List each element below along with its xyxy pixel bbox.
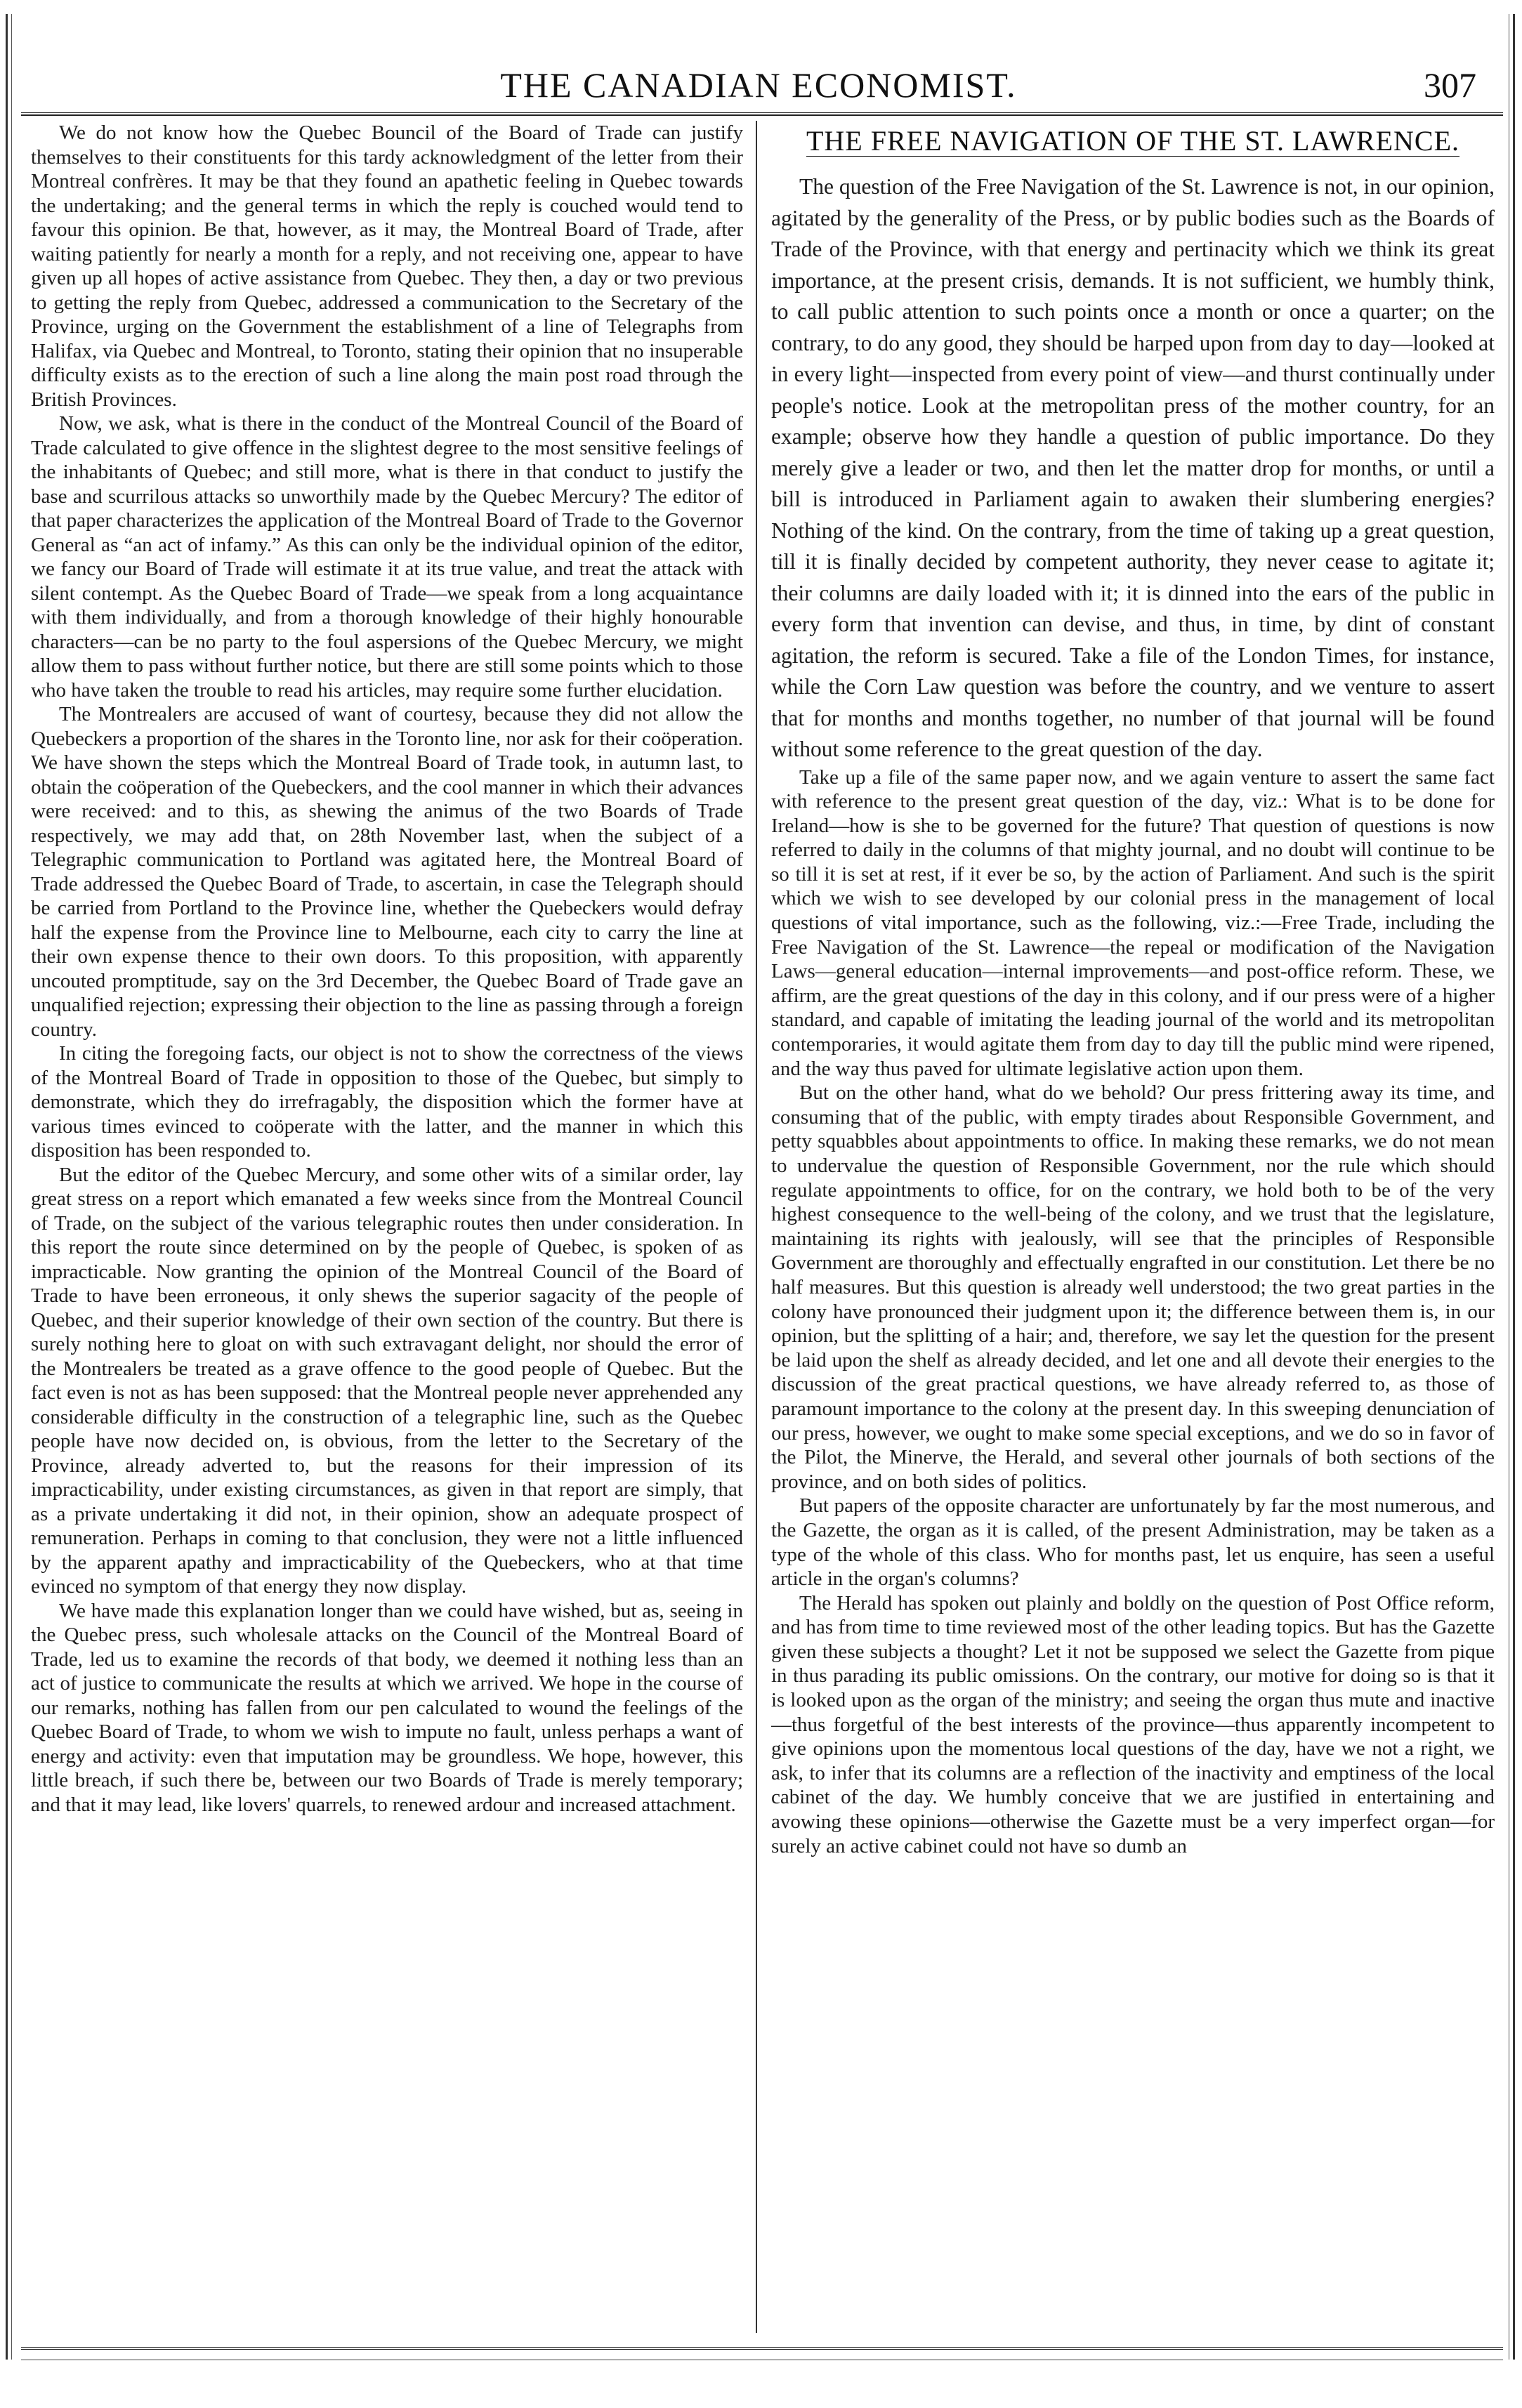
page-border-right xyxy=(1513,14,1515,2360)
left-paragraph-2: Now, we ask, what is there in the conduct of the Montreal Council of the Board of Trade calculated to give offence in the slightest degree to the most sensitive feelings of the inhabitants of Quebec; and still more, what is there in that conduct to justify the base and scurrilous attacks so unworthily made by the Quebec Mercury? The editor of that paper characterizes the application of the Montreal Board of Trade to the Governor General as “an act of infamy.” As this can only be the individual opinion of the editor, we fancy our Board of Trade will estimate it at its true value, and treat the attack with silent contempt. As the Quebec Board of Trade—we speak from a long acquaintance with them individually, and from a thorough knowledge of their highly honourable characters—can be no party to the foul aspersions of the Quebec Mercury, we might allow them to pass without further notice, but there are still some points which to those who have taken the trouble to read his articles, may require some further elucidation. xyxy=(31,412,743,702)
right-paragraph-4: But papers of the opposite character are unfortunately by far the most numerous, and the Gazette, the organ as it is called, of the present Administration, may be taken as a type of the whole of this class. Who for months past, let us enquire, has seen a useful article in the organ's columns? xyxy=(771,1494,1495,1591)
page-border-left xyxy=(6,14,8,2360)
right-paragraph-1: The question of the Free Navigation of the St. Lawrence is not, in our opinion, agitated by the generality of the Press, or by public bodies such as the Boards of Trade of the Province, with that energy and pertinacity which we think its great importance, at the present crisis, demands. It is not sufficient, we humbly think, to call public attention to such points once a month or once a quarter; on the contrary, to do any good, they should be harped upon from day to day—looked at in every light—inspected from every point of view—and thurst continually under people's notice. Look at the metropolitan press of the mother country, for an example; observe how they handle a question of public importance. Do they merely give a leader or two, and then let the matter drop for months, or until a bill is introduced in Parliament again to awaken their slumbering energies? Nothing of the kind. On the contrary, from the time of taking up a great question, till it is finally decided by competent authority, they never cease to agitate it; their columns are daily loaded with it; it is dinned into the ears of the public in every form that invention can devise, and thus, in time, by dint of constant agitation, the reform is secured. Take a file of the London Times, for instance, while the Corn Law question was before the country, and we venture to assert that for months and months together, no number of that journal will be found without some reference to the great question of the day. xyxy=(771,174,1495,761)
left-paragraph-6: We have made this explanation longer than we could have wished, but as, seeing in the Quebec press, such wholesale attacks on the Council of the Montreal Board of Trade, led us to examine the records of that body, we deemed it nothing less than an act of justice to communicate the results at which we arrived. We hope in the course of our remarks, nothing has fallen from our pen calculated to wound the feelings of the Quebec Board of Trade, to whom we wish to impute no fault, unless perhaps a want of energy and activity: even that imputation may be groundless. We hope, however, this little breach, if such there be, between our two Boards of Trade is merely temporary; and that it may lead, like lovers' quarrels, to renewed ardour and increased attachment. xyxy=(31,1599,743,1816)
left-paragraph-3: The Montrealers are accused of want of courtesy, because they did not allow the Quebeckers a proportion of the shares in the Toronto line, nor ask for their coöperation. We have shown the steps which the Montreal Board of Trade took, in autumn last, to obtain the coöperation of the Quebeckers, and the cool manner in which their advances were received: and to this, as shewing the animus of the two Boards of Trade respectively, we may add that, on 28th November last, when the subject of a Telegraphic communication to Portland was agitated here, the Montreal Board of Trade addressed the Quebec Board of Trade, to ascertain, in case the Telegraph should be carried from Portland to the Province line, whether the Quebeckers would defray half the expense from the Province line to Melbourne, each city to carry the line at their own expense thence to their own doors. To this proposition, with apparently uncouted promptitude, say on the 3rd December, the Quebec Board of Trade gave an unqualified rejection; expressing their objection to the line as passing through a foreign country. xyxy=(31,703,743,1041)
right-column xyxy=(771,121,1495,2326)
right-paragraph-5: The Herald has spoken out plainly and boldly on the question of Post Office reform, and has from time to time reviewed most of the other leading topics. But has the Gazette given these subjects a thought? Let it not be supposed we select the Gazette from pique in thus parading its public omissions. On the contrary, our motive for doing so is that it is looked upon as the organ of the ministry; and seeing the organ thus mute and inactive—thus forgetful of the best interests of the province—thus apparently incompetent to give opinions upon the momentous local questions of the day, have we not a right, we ask, to infer that its columns are a reflection of the inactivity and emptiness of the local cabinet of the day. We humbly conceive that we are justified in entertaining and avowing these opinions—otherwise the Gazette must be a very imperfect organ—for surely an active cabinet could not have so dumb an xyxy=(771,1591,1495,1857)
footer-rule xyxy=(21,2347,1503,2350)
column-divider xyxy=(756,121,757,2333)
article-title: THE FREE NAVIGATION OF THE ST. LAWRENCE. xyxy=(806,125,1460,157)
left-paragraph-5: But the editor of the Quebec Mercury, and some other wits of a similar order, lay great stress on a report which emanated a few weeks since from the Montreal Council of Trade, on the subject of the various telegraphic routes then under consideration. In this report the route since determined on by the people of Quebec, is spoken of as impracticable. Now granting the opinion of the Montreal Council of the Board of Trade to have been erroneous, it only shews the superior sagacity of the people of Quebec, and their superior knowledge of their own section of the country. But there is surely nothing here to gloat on with such extravagant delight, nor should the error of the Montrealers be treated as a grave offence to the good people of Quebec. But the fact even is not as has been supposed: that the Montreal people never apprehended any considerable difficulty in the construction of a telegraphic line, such as the Quebec people have now decided on, is obvious, from the letter to the Secretary of the Province, already adverted to, but the reasons for their impression of its impracticability, under existing circumstances, as given in that report are simply, that as a private undertaking it did not, in their opinion, show an adequate prospect of remuneration. Perhaps in coming to that conclusion, they were not a little influenced by the apparent apathy and impracticability of the Quebeckers, who at that time evinced no symptom of that energy they now display. xyxy=(31,1163,743,1598)
header-rule xyxy=(21,112,1503,116)
right-paragraph-3: But on the other hand, what do we behold? Our press frittering away its time, and consuming that of the public, with empty tirades about Responsible Government, and petty squabbles about appointments to office. In making these remarks, we do not mean to undervalue the question of Responsible Government, nor the rule which should regulate appointments to office, for on the contrary, we hold both to be of the very highest consequence to the well-being of the colony, and we trust that the legislature, maintaining its rights with jealously, will see that the principles of Responsible Government are thoroughly and effectually engrafted in our constitution. Let there be no half measures. But this question is already well understood; the two great parties in the colony have pronounced their judgment upon it; the difference between them is, in our opinion, but the splitting of a hair; and, therefore, we say let the question for the present be laid upon the shelf as already decided, and let one and all devote their energies to the discussion of the great practical questions, we have already referred to, as those of paramount importance to the colony at the present day. In this sweeping denunciation of our press, however, we ought to make some special exceptions, and we do so in favor of the Pilot, the Minerve, the Herald, and several other journals of both sections of the province, and on both sides of politics. xyxy=(771,1081,1495,1493)
running-header xyxy=(21,62,1496,111)
left-column xyxy=(31,121,743,2326)
left-paragraph-1: We do not know how the Quebec Bouncil of the Board of Trade can justify themselves to their constituents for this tardy acknowledgment of the letter from their Montreal confrères. It may be that they found an apathetic feeling in Quebec towards the undertaking; and the general terms in which the reply is couched would tend to favour this opinion. Be that, however, as it may, the Montreal Board of Trade, after waiting patiently for nearly a month for a reply, and not receiving one, appear to have given up all hopes of active assistance from Quebec. They then, a day or two previous to getting the reply from Quebec, addressed a communication to the Secretary of the Province, urging on the Government the establishment of a line of Telegraphs from Halifax, via Quebec and Montreal, to Toronto, stating their opinion that no insuperable difficulty exists as to the erection of such a line along the main post road through the British Provinces. xyxy=(31,121,743,411)
page-border-left-inner xyxy=(11,14,12,2360)
left-paragraph-4: In citing the foregoing facts, our object is not to show the correctness of the views of the Montreal Board of Trade in opposition to those of the Quebec, but simply to demonstrate, which they do irrefragably, the disposition which the former have at various times evinced to coöperate with the latter, and the manner in which this disposition has been responded to. xyxy=(31,1042,743,1162)
page-number: 307 xyxy=(1424,65,1476,105)
right-paragraph-2: Take up a file of the same paper now, and we again venture to assert the same fact with reference to the present great question of the day, viz.: What is to be done for Ireland—how is she to be governed for the future? That question of questions is now referred to daily in the columns of that mighty journal, and no doubt will continue to be so till it is set at rest, if it ever be so, by the action of Parliament. And such is the spirit which we wish to see developed by our colonial press in the management of local questions of vital importance, such as the following, viz.:—Free Trade, including the Free Navigation of the St. Lawrence—the repeal or modification of the Navigation Laws—general education—internal improvements—and post-office reform. These, we affirm, are the great questions of the day in this colony, and if our press were of a higher standard, and capable of imitating the leading journal of the world and its metropolitan contemporaries, it would agitate them from day to day till the public mind were ripened, and the way thus paved for ultimate legislative action upon them. xyxy=(771,765,1495,1080)
publication-title: THE CANADIAN ECONOMIST. xyxy=(500,65,1017,105)
